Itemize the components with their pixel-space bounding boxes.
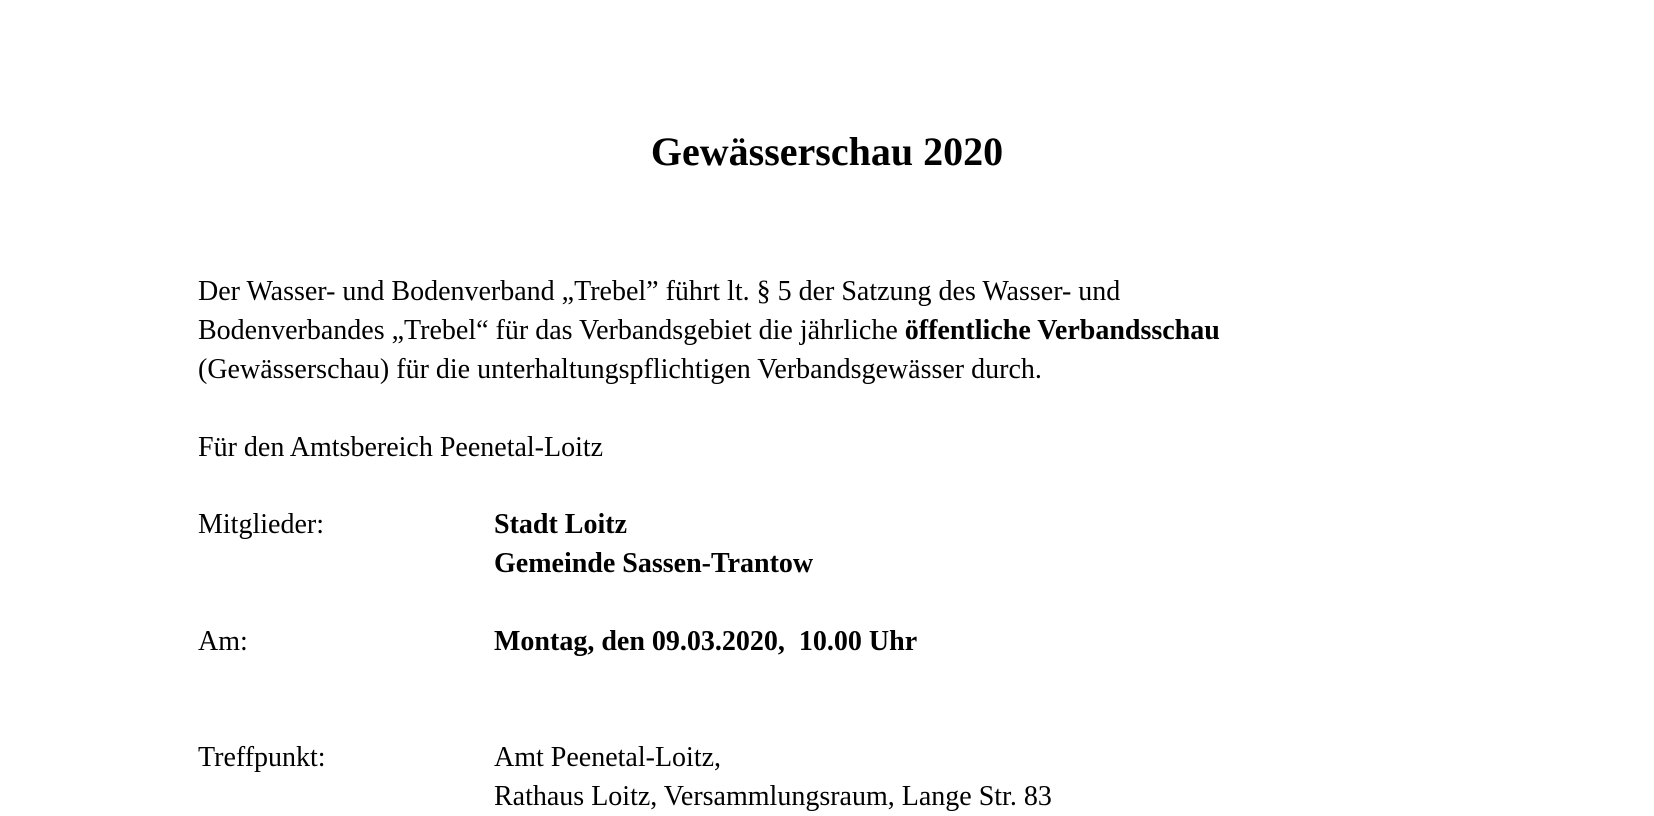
members-values bbox=[494, 505, 813, 583]
meeting-point-line: Amt Peenetal-Loitz, bbox=[494, 742, 722, 773]
intro-line-3: (Gewässerschau) für die unterhaltungspflichtigen Verbandsgewässer durch. bbox=[198, 354, 1042, 385]
intro-line-2 bbox=[198, 311, 1498, 350]
intro-line-2-text: Bodenverbandes „Trebel“ für das Verbandsgebiet die jährliche bbox=[198, 315, 905, 346]
intro-line-1: Der Wasser- und Bodenverband „Trebel” führt lt. § 5 der Satzung des Wasser- und bbox=[198, 276, 1121, 307]
member-item: Stadt Loitz bbox=[494, 509, 627, 540]
document-title: Gewässerschau 2020 bbox=[650, 129, 1004, 174]
date-value: Montag, den 09.03.2020, 10.00 Uhr bbox=[494, 626, 918, 657]
meeting-point-line: Rathaus Loitz, Versammlungsraum, Lange Str. 83 bbox=[494, 781, 1052, 812]
meeting-point-label: Treffpunkt: bbox=[198, 742, 326, 773]
intro-paragraph bbox=[198, 272, 1498, 389]
members-label: Mitglieder: bbox=[198, 509, 324, 540]
date-label: Am: bbox=[198, 626, 248, 657]
meeting-point-values bbox=[494, 738, 1052, 816]
area-line: Für den Amtsbereich Peenetal-Loitz bbox=[198, 432, 604, 463]
intro-line-2-emphasis: öffentliche Verbandsschau bbox=[904, 315, 1220, 346]
member-item: Gemeinde Sassen-Trantow bbox=[494, 548, 814, 579]
